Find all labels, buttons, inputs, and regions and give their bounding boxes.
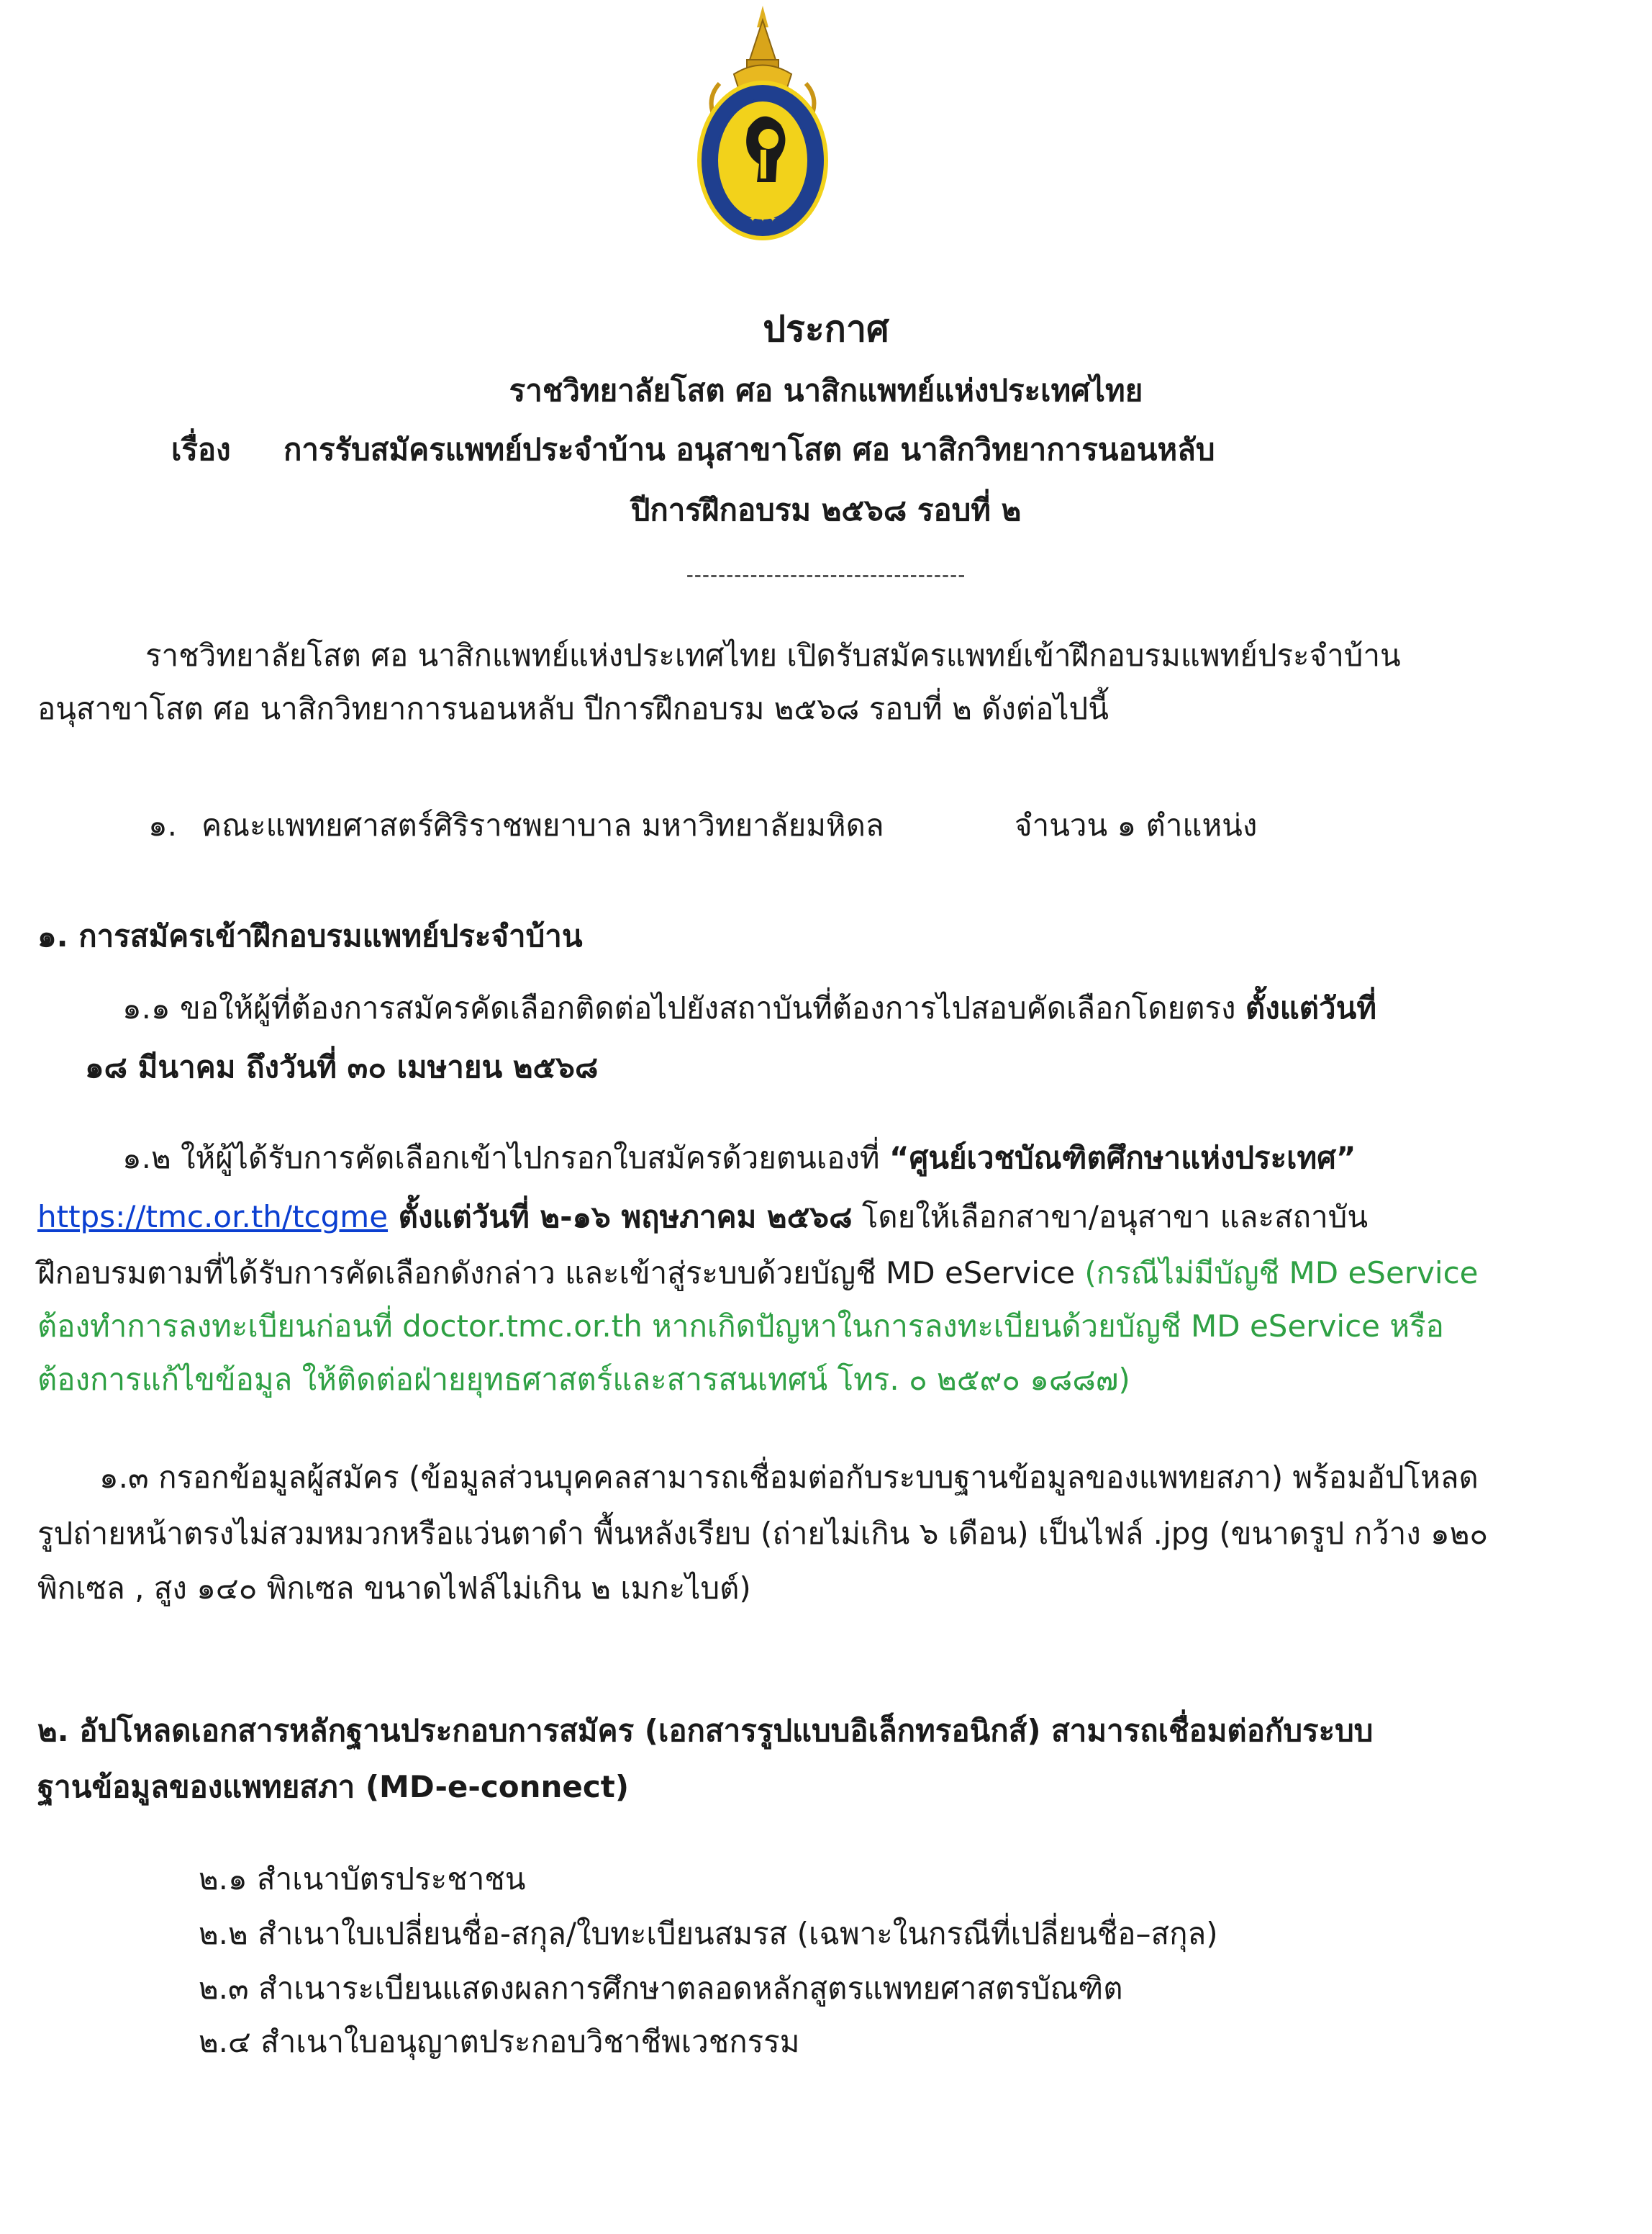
organization-name: ราชวิทยาลัยโสต ศอ นาสิกแพทย์แห่งประเทศไทย [509, 373, 1143, 408]
position-count: จำนวน ๑ ตำแหน่ง [1015, 808, 1258, 843]
item-1-2-login-text: ฝึกอบรมตามที่ได้รับการคัดเลือกดังกล่าว และเข้าสู่ระบบด้วยบัญชี MD eService [37, 1255, 1085, 1290]
intro-line-2: อนุสาขาโสต ศอ นาสิกวิทยาการนอนหลับ ปีการฝึกอบรม ๒๕๖๘ รอบที่ ๒ ดังต่อไปนี้ [37, 691, 1109, 726]
item-1-2-dates: ตั้งแต่วันที่ ๒-๑๖ พฤษภาคม ๒๕๖๘ [388, 1199, 853, 1234]
divider: ----------------------------------- [686, 563, 966, 587]
item-1-3-line-2: รูปถ่ายหน้าตรงไม่สวมหมวกหรือแว่นตาดำ พื้นหลังเรียบ (ถ่ายไม่เกิน ๖ เดือน) เป็นไฟล์ .jpg (ขนาดรูป กว้าง ๑๒๐ [37, 1516, 1489, 1551]
item-1-1-date-range: ๑๘ มีนาคม ถึงวันที่ ๓๐ เมษายน ๒๕๖๘ [85, 1049, 599, 1085]
section-2-heading-line-2: ฐานข้อมูลของแพทยสภา (MD-e-connect) [37, 1769, 630, 1804]
item-1-2-instruction: โดยให้เลือกสาขา/อนุสาขา และสถาบัน [852, 1199, 1369, 1234]
training-year-round: ปีการฝึกอบรม ๒๕๖๘ รอบที่ ๒ [630, 492, 1022, 528]
subject-text: การรับสมัครแพทย์ประจำบ้าน อนุสาขาโสต ศอ นาสิกวิทยาการนอนหลับ [283, 432, 1215, 467]
position-institution: คณะแพทยศาสตร์ศิริราชพยาบาล มหาวิทยาลัยมหิดล [201, 808, 884, 843]
list-item: ๒.๓ สำเนาระเบียนแสดงผลการศึกษาตลอดหลักสูตรแพทยศาสตรบัณฑิต [199, 1971, 1123, 2006]
item-1-2-line-3 [37, 1255, 1479, 1290]
item-1-2-text: ๑.๒ ให้ผู้ได้รับการคัดเลือกเข้าไปกรอกใบสมัครด้วยตนเองที่ [122, 1140, 889, 1175]
svg-text:✦ ✦ ✦: ✦ ✦ ✦ [749, 214, 776, 224]
item-1-2-note-3: ต้องการแก้ไขข้อมูล ให้ติดต่อฝ่ายยุทธศาสตร์และสารสนเทศน์ โทร. ๐ ๒๕๙๐ ๑๘๘๗) [37, 1362, 1130, 1397]
item-1-2-line-2 [37, 1199, 1369, 1234]
college-seal-logo [691, 6, 835, 243]
item-1-2-note-1: (กรณีไม่มีบัญชี MD eService [1084, 1255, 1479, 1290]
item-1-3-line-1: ๑.๓ กรอกข้อมูลผู้สมัคร (ข้อมูลส่วนบุคคลสามารถเชื่อมต่อกับระบบฐานข้อมูลของแพทยสภา) พร้อมอัปโหลด [99, 1460, 1479, 1495]
item-1-3-line-3: พิกเซล , สูง ๑๔๐ พิกเซล ขนาดไฟล์ไม่เกิน ๒ เมกะไบต์) [37, 1570, 751, 1606]
position-number: ๑. [148, 808, 178, 843]
section-2-heading-line-1: ๒. อัปโหลดเอกสารหลักฐานประกอบการสมัคร (เอกสารรูปแบบอิเล็กทรอนิกส์) สามารถเชื่อมต่อกับระบบ [37, 1713, 1374, 1748]
item-1-2-note-2: ต้องทำการลงทะเบียนก่อนที่ doctor.tmc.or.th หากเกิดปัญหาในการลงทะเบียนด้วยบัญชี MD eService หรือ [37, 1308, 1444, 1344]
item-1-2-line-1 [122, 1140, 1356, 1175]
tcgme-link[interactable]: https://tmc.or.th/tcgme [37, 1199, 389, 1234]
list-item: ๒.๒ สำเนาใบเปลี่ยนชื่อ-สกุล/ใบทะเบียนสมรส (เฉพาะในกรณีที่เปลี่ยนชื่อ–สกุล) [199, 1916, 1218, 1951]
intro-line-1: ราชวิทยาลัยโสต ศอ นาสิกแพทย์แห่งประเทศไทย เปิดรับสมัครแพทย์เข้าฝึกอบรมแพทย์ประจำบ้าน [145, 638, 1401, 673]
subject-label: เรื่อง [171, 432, 231, 467]
page-title: ประกาศ [763, 308, 889, 350]
item-1-1-text: ๑.๑ ขอให้ผู้ที่ต้องการสมัครคัดเลือกติดต่อไปยังสถาบันที่ต้องการไปสอบคัดเลือกโดยตรง [122, 990, 1245, 1026]
list-item: ๒.๑ สำเนาบัตรประชาชน [199, 1861, 526, 1896]
item-1-1 [122, 990, 1377, 1026]
item-1-1-date-start: ตั้งแต่วันที่ [1245, 990, 1377, 1026]
list-item: ๒.๔ สำเนาใบอนุญาตประกอบวิชาชีพเวชกรรม [199, 2024, 800, 2059]
item-1-2-center-name: “ศูนย์เวชบัณฑิตศึกษาแห่งประเทศ” [889, 1140, 1356, 1175]
section-1-heading: ๑. การสมัครเข้าฝึกอบรมแพทย์ประจำบ้าน [37, 918, 583, 954]
